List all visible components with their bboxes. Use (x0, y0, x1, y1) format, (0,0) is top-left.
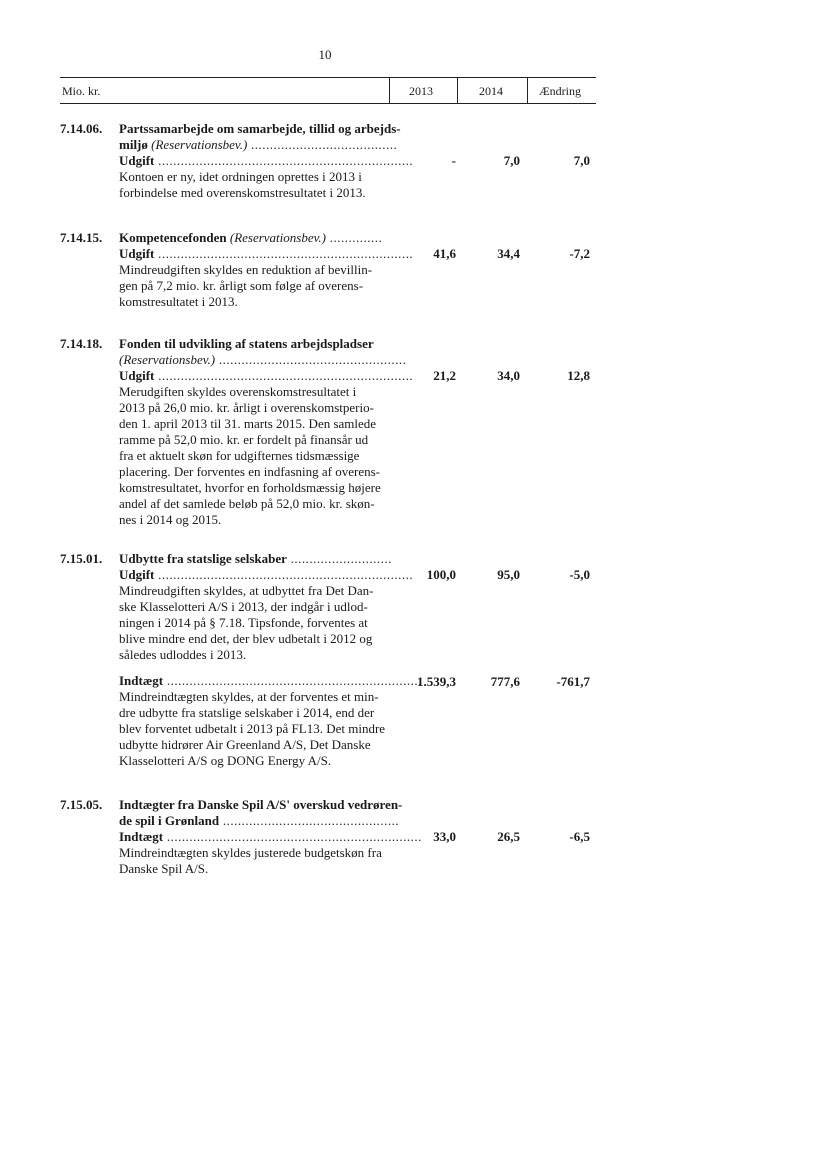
entry-text: blev forventet udbetalt i 2013 på FL13. Det mindre (119, 721, 386, 736)
value-change: 12,8 (567, 368, 590, 383)
entry-text: den 1. april 2013 til 31. marts 2015. Den samlede (119, 416, 377, 431)
entry-text: gen på 7,2 mio. kr. årligt som følge af overens- (119, 278, 364, 293)
entry-block: Udbytte fra statslige selskaber ........................... Udgift .................................................................... Mindreudgiften skyldes, at udbyttet fra Det Dan- ske Klasselotteri A/S i 2013, der indgår i udlod- ningen i 2014 på § 7.18. Tipsfonde, forventes at blive mindre end det, der blev udbetalt i 2012 og således udloddes i 2013. (119, 551, 414, 662)
entry-title: miljø (119, 137, 148, 152)
entry-text: nes i 2014 og 2015. (119, 512, 222, 527)
unit-header: Mio. kr. (62, 84, 101, 98)
entry-text: Mindreudgiften skyldes en reduktion af bevillin- (119, 262, 373, 277)
page-number: 10 (318, 47, 332, 62)
entry-text: 2013 på 26,0 mio. kr. årligt i overenskomstperio- (119, 400, 374, 415)
entry-subtitle: (Reservationsbev.) (151, 137, 248, 152)
value-2013: 33,0 (433, 829, 456, 844)
entry-block: Fonden til udvikling af statens arbejdspladser (Reservationsbev.) .................................................. Udgift .................................................................... Merudgiften skyldes overenskomstresultatet i 2013 på 26,0 mio. kr. årligt i overenskomstperio- den 1. april 2013 til 31. marts 2015. Den samlede ramme på 52,0 mio. kr. er fordelt på finansår ud fra et aktuelt skøn for udgifternes tidsmæssige placering. Der forventes en indfasning af overens- komstresultatet, hvorfor en forholdsmæssig højere andel af det samlede beløb på 52,0 mio. kr. skøn- nes i 2014 og 2015. (119, 336, 414, 527)
entry-text: forbindelse med overenskomstresultatet i 2013. (119, 185, 366, 200)
column-divider (457, 77, 458, 103)
value-2014: 95,0 (497, 567, 520, 582)
line-type: Udgift (119, 153, 155, 168)
entry-title: Indtægter fra Danske Spil A/S' overskud vedrøren- (119, 797, 403, 812)
entry-text: andel af det samlede beløb på 52,0 mio. kr. skøn- (119, 496, 375, 511)
line-type: Indtægt (119, 829, 164, 844)
entry-text: Danske Spil A/S. (119, 861, 209, 876)
value-2013: 100,0 (426, 567, 456, 582)
entry-title: Kompetencefonden (119, 230, 227, 245)
value-change: -6,5 (569, 829, 590, 844)
column-divider (389, 77, 390, 103)
account-code: 7.14.18. (60, 336, 103, 351)
account-code: 7.15.01. (60, 551, 103, 566)
value-change: 7,0 (573, 153, 590, 168)
value-2014: 34,0 (497, 368, 520, 383)
entry-subtitle: (Reservationsbev.) (119, 352, 216, 367)
entry-text: Merudgiften skyldes overenskomstresultatet i (119, 384, 357, 399)
entry-title: de spil i Grønland (119, 813, 220, 828)
account-code: 7.14.15. (60, 230, 103, 245)
value-2014: 777,6 (490, 674, 520, 689)
entry-text: blive mindre end det, der blev udbetalt i 2012 og (119, 631, 373, 646)
account-code: 7.14.06. (60, 121, 103, 136)
entry-block: Kompetencefonden (Reservationsbev.) .............. Udgift .................................................................... Mindreudgiften skyldes en reduktion af bevillin- gen på 7,2 mio. kr. årligt som følge af overens- komstresultatet i 2013. (119, 230, 414, 309)
line-type: Udgift (119, 567, 155, 582)
column-divider (527, 77, 528, 103)
entry-text: Klasselotteri A/S og DONG Energy A/S. (119, 753, 332, 768)
entry-block: Partssamarbejde om samarbejde, tillid og arbejds- miljø (Reservationsbev.) ....................................... Udgift .................................................................... Kontoen er ny, idet ordningen oprettes i 2013 i forbindelse med overenskomstresultatet i 2013. (119, 121, 414, 200)
line-type: Indtægt (119, 673, 164, 688)
entry-text: Kontoen er ny, idet ordningen oprettes i 2013 i (119, 169, 362, 184)
entry-text: Mindreindtægten skyldes, at der forventes et min- (119, 689, 379, 704)
value-2014: 7,0 (503, 153, 520, 168)
value-2013: 21,2 (433, 368, 456, 383)
account-code: 7.15.05. (60, 797, 103, 812)
year-2014-header: 2014 (479, 84, 503, 98)
change-header: Ændring (539, 84, 581, 98)
entry-text: fra et aktuelt skøn for udgifternes tidsmæssige (119, 448, 360, 463)
entry-block: Indtægt .................................................................... Mindreindtægten skyldes, at der forventes et min- dre udbytte fra statslige selskaber i 2014, end der blev forventet udbetalt i 2013 på FL13. Det mindre udbytte hidrører Air Greenland A/S, Det Danske Klasselotteri A/S og DONG Energy A/S. (119, 673, 422, 768)
value-2014: 26,5 (497, 829, 520, 844)
entry-block: Indtægter fra Danske Spil A/S' overskud vedrøren- de spil i Grønland ............................................... Indtægt .................................................................... Mindreindtægten skyldes justerede budgetskøn fra Danske Spil A/S. (119, 797, 422, 876)
line-type: Udgift (119, 246, 155, 261)
entry-text: ningen i 2014 på § 7.18. Tipsfonde, forventes at (119, 615, 368, 630)
entry-text: dre udbytte fra statslige selskaber i 2014, end der (119, 705, 375, 720)
year-2013-header: 2013 (409, 84, 433, 98)
entry-text: ramme på 52,0 mio. kr. er fordelt på finansår ud (119, 432, 369, 447)
value-change: -5,0 (569, 567, 590, 582)
value-2014: 34,4 (497, 246, 520, 261)
entry-text: komstresultatet, hvorfor en forholdsmæssig højere (119, 480, 381, 495)
entry-subtitle: (Reservationsbev.) (229, 230, 326, 245)
entry-text: komstresultatet i 2013. (119, 294, 238, 309)
entry-text: Mindreindtægten skyldes justerede budgetskøn fra (119, 845, 382, 860)
entry-title: Udbytte fra statslige selskaber (119, 551, 287, 566)
entry-text: placering. Der forventes en indfasning af overens- (119, 464, 380, 479)
entry-text: således udloddes i 2013. (119, 647, 247, 662)
value-change: -761,7 (556, 674, 590, 689)
header-rule-bottom (60, 103, 596, 104)
entry-title: Partssamarbejde om samarbejde, tillid og arbejds- (119, 121, 401, 136)
value-2013: 41,6 (433, 246, 456, 261)
value-change: -7,2 (569, 246, 590, 261)
entry-title: Fonden til udvikling af statens arbejdspladser (119, 336, 374, 351)
line-type: Udgift (119, 368, 155, 383)
entry-text: Mindreudgiften skyldes, at udbyttet fra Det Dan- (119, 583, 374, 598)
header-rule-top (60, 77, 596, 78)
entry-text: ske Klasselotteri A/S i 2013, der indgår i udlod- (119, 599, 368, 614)
value-2013: - (451, 153, 456, 168)
entry-text: udbytte hidrører Air Greenland A/S, Det Danske (119, 737, 371, 752)
value-2013: 1.539,3 (417, 674, 456, 689)
